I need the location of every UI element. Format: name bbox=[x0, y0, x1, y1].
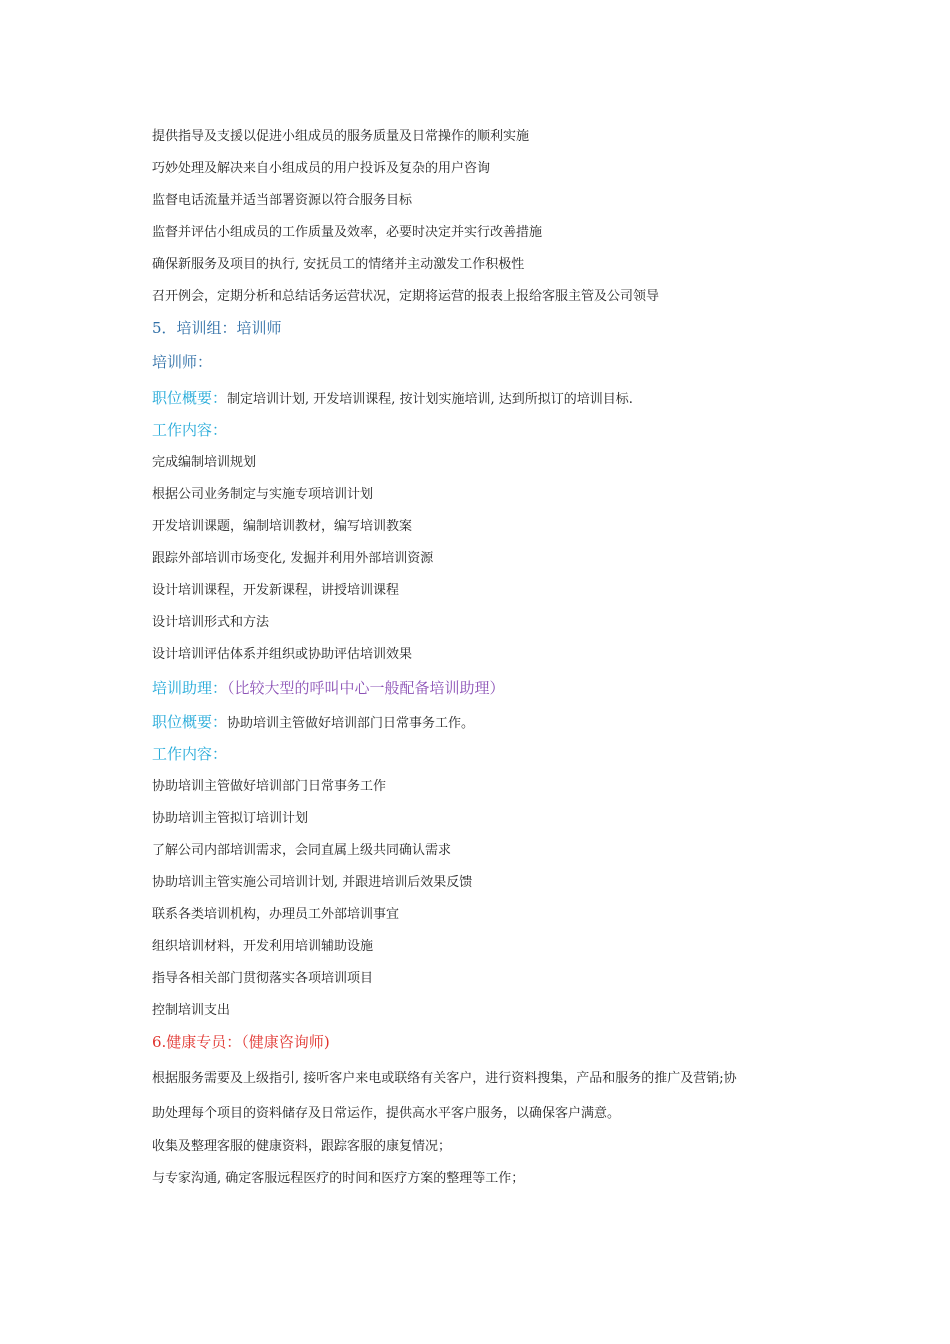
list-item: 了解公司内部培训需求，会同直属上级共同确认需求 bbox=[152, 843, 452, 858]
list-item: 根据公司业务制定与实施专项培训计划 bbox=[152, 487, 374, 502]
assistant-note: （比较大型的呼叫中心一般配备培训助理） bbox=[227, 679, 505, 697]
section-6-heading: 6.健康专员：（健康咨询师) bbox=[152, 1033, 330, 1051]
list-item: 收集及整理客服的健康资料，跟踪客服的康复情况； bbox=[152, 1139, 452, 1154]
list-item: 协助培训主管拟订培训计划 bbox=[152, 811, 309, 826]
assistant-heading bbox=[152, 678, 505, 698]
list-item: 与专家沟通, 确定客服远程医疗的时间和医疗方案的整理等工作； bbox=[152, 1171, 525, 1186]
list-item: 跟踪外部培训市场变化, 发掘并利用外部培训资源 bbox=[152, 551, 434, 566]
duties-label: 工作内容： bbox=[152, 745, 228, 763]
list-item: 设计培训形式和方法 bbox=[152, 615, 270, 630]
list-item: 监督并评估小组成员的工作质量及效率，必要时决定并实行改善措施 bbox=[152, 225, 543, 240]
assistant-overview bbox=[152, 712, 474, 733]
overview-text: 制定培训计划, 开发培训课程, 按计划实施培训, 达到所拟订的培训目标. bbox=[227, 392, 633, 407]
trainer-title: 培训师： bbox=[152, 353, 213, 371]
list-item: 设计培训评估体系并组织或协助评估培训效果 bbox=[152, 647, 413, 662]
list-item: 指导各相关部门贯彻落实各项培训项目 bbox=[152, 971, 374, 986]
assistant-title: 培训助理： bbox=[152, 679, 228, 697]
list-item: 开发培训课题，编制培训教材，编写培训教案 bbox=[152, 519, 413, 534]
list-item: 召开例会，定期分析和总结话务运营状况，定期将运营的报表上报给客服主管及公司领导 bbox=[152, 289, 660, 304]
list-item: 确保新服务及项目的执行, 安抚员工的情绪并主动激发工作积极性 bbox=[152, 257, 525, 272]
list-item: 组织培训材料，开发利用培训辅助设施 bbox=[152, 939, 374, 954]
list-item: 协助培训主管实施公司培训计划, 并跟进培训后效果反馈 bbox=[152, 875, 473, 890]
list-item: 完成编制培训规划 bbox=[152, 455, 257, 470]
list-item: 协助培训主管做好培训部门日常事务工作 bbox=[152, 779, 387, 794]
list-item: 巧妙处理及解决来自小组成员的用户投诉及复杂的用户咨询 bbox=[152, 161, 491, 176]
list-item: 设计培训课程，开发新课程，讲授培训课程 bbox=[152, 583, 400, 598]
section-5-heading: 5．培训组：培训师 bbox=[152, 319, 282, 337]
overview-text: 协助培训主管做好培训部门日常事务工作。 bbox=[227, 716, 475, 731]
list-item: 联系各类培训机构，办理员工外部培训事宜 bbox=[152, 907, 400, 922]
list-item: 监督电话流量并适当部署资源以符合服务目标 bbox=[152, 193, 413, 208]
paragraph-line: 根据服务需要及上级指引, 接听客户来电或联络有关客户，进行资料搜集，产品和服务的推广及营销;协 bbox=[152, 1071, 737, 1086]
paragraph-line: 助处理每个项目的资料储存及日常运作，提供高水平客户服务，以确保客户满意。 bbox=[152, 1106, 621, 1121]
overview-label: 职位概要： bbox=[152, 713, 228, 731]
trainer-overview bbox=[152, 388, 633, 409]
list-item: 控制培训支出 bbox=[152, 1003, 231, 1018]
list-item: 提供指导及支援以促进小组成员的服务质量及日常操作的顺利实施 bbox=[152, 129, 530, 144]
duties-label: 工作内容： bbox=[152, 421, 228, 439]
overview-label: 职位概要： bbox=[152, 389, 228, 407]
